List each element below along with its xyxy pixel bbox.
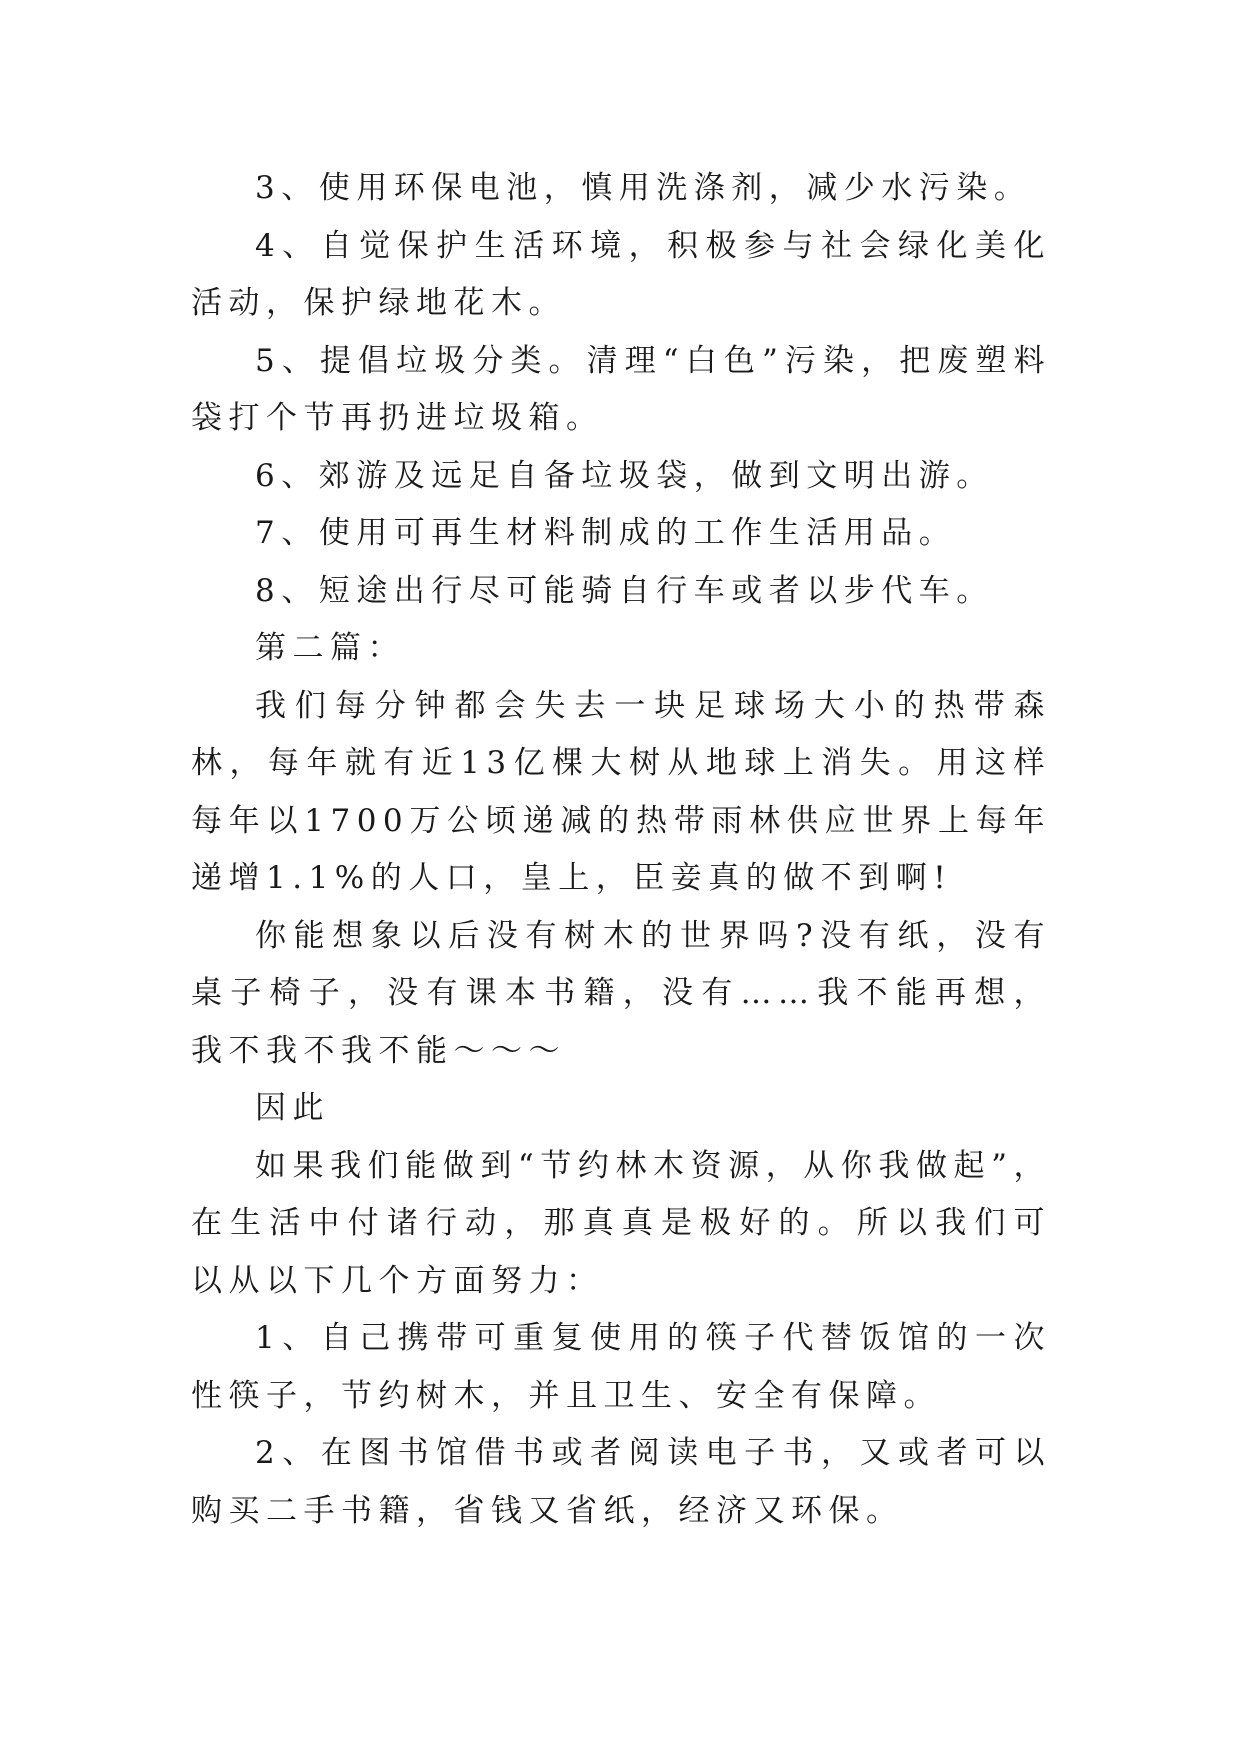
paragraph-item-4: 4、自觉保护生活环境，积极参与社会绿化美化活动，保护绿地花木。: [191, 227, 1051, 321]
paragraph-item-6: 6、郊游及远足自备垃圾袋，做到文明出游。: [255, 457, 994, 494]
paragraph-item-3: 3、使用环保电池，慎用洗涤剂，减少水污染。: [255, 170, 1032, 206]
paragraph-forest-loss: 我们每分钟都会失去一块足球场大小的热带森林，每年就有近13亿棵大树从地球上消失。用这样每年以1700万公顷递减的热带雨林供应世界上每年递增1.1%的人口，皇上，臣妾真的做不到啊!: [191, 687, 1051, 896]
section-heading-part-two: 第二篇：: [255, 630, 405, 666]
paragraph-item-5: 5、提倡垃圾分类。清理“白色”污染，把废塑料袋打个节再扔进垃圾箱。: [191, 342, 1051, 436]
paragraph-item-7: 7、使用可再生材料制成的工作生活用品。: [255, 515, 957, 551]
paragraph-item-8: 8、短途出行尽可能骑自行车或者以步代车。: [255, 572, 994, 609]
paragraph-item-books: 2、在图书馆借书或者阅读电子书，又或者可以购买二手书籍，省钱又省纸，经济又环保。: [191, 1435, 1051, 1529]
document-body: [191, 160, 1051, 1540]
paragraph-imagine-world: 你能想象以后没有树木的世界吗?没有纸，没有桌子椅子，没有课本书籍，没有……我不能再想，我不我不我不能～～～: [191, 917, 1051, 1069]
paragraph-item-chopsticks: 1、自己携带可重复使用的筷子代替饭馆的一次性筷子，节约树木，并且卫生、安全有保障。: [191, 1320, 1051, 1414]
paragraph-therefore: 因此: [255, 1090, 330, 1126]
paragraph-save-forest: 如果我们能做到“节约林木资源，从你我做起”，在生活中付诸行动，那真真是极好的。所以我们可以从以下几个方面努力：: [191, 1147, 1051, 1299]
